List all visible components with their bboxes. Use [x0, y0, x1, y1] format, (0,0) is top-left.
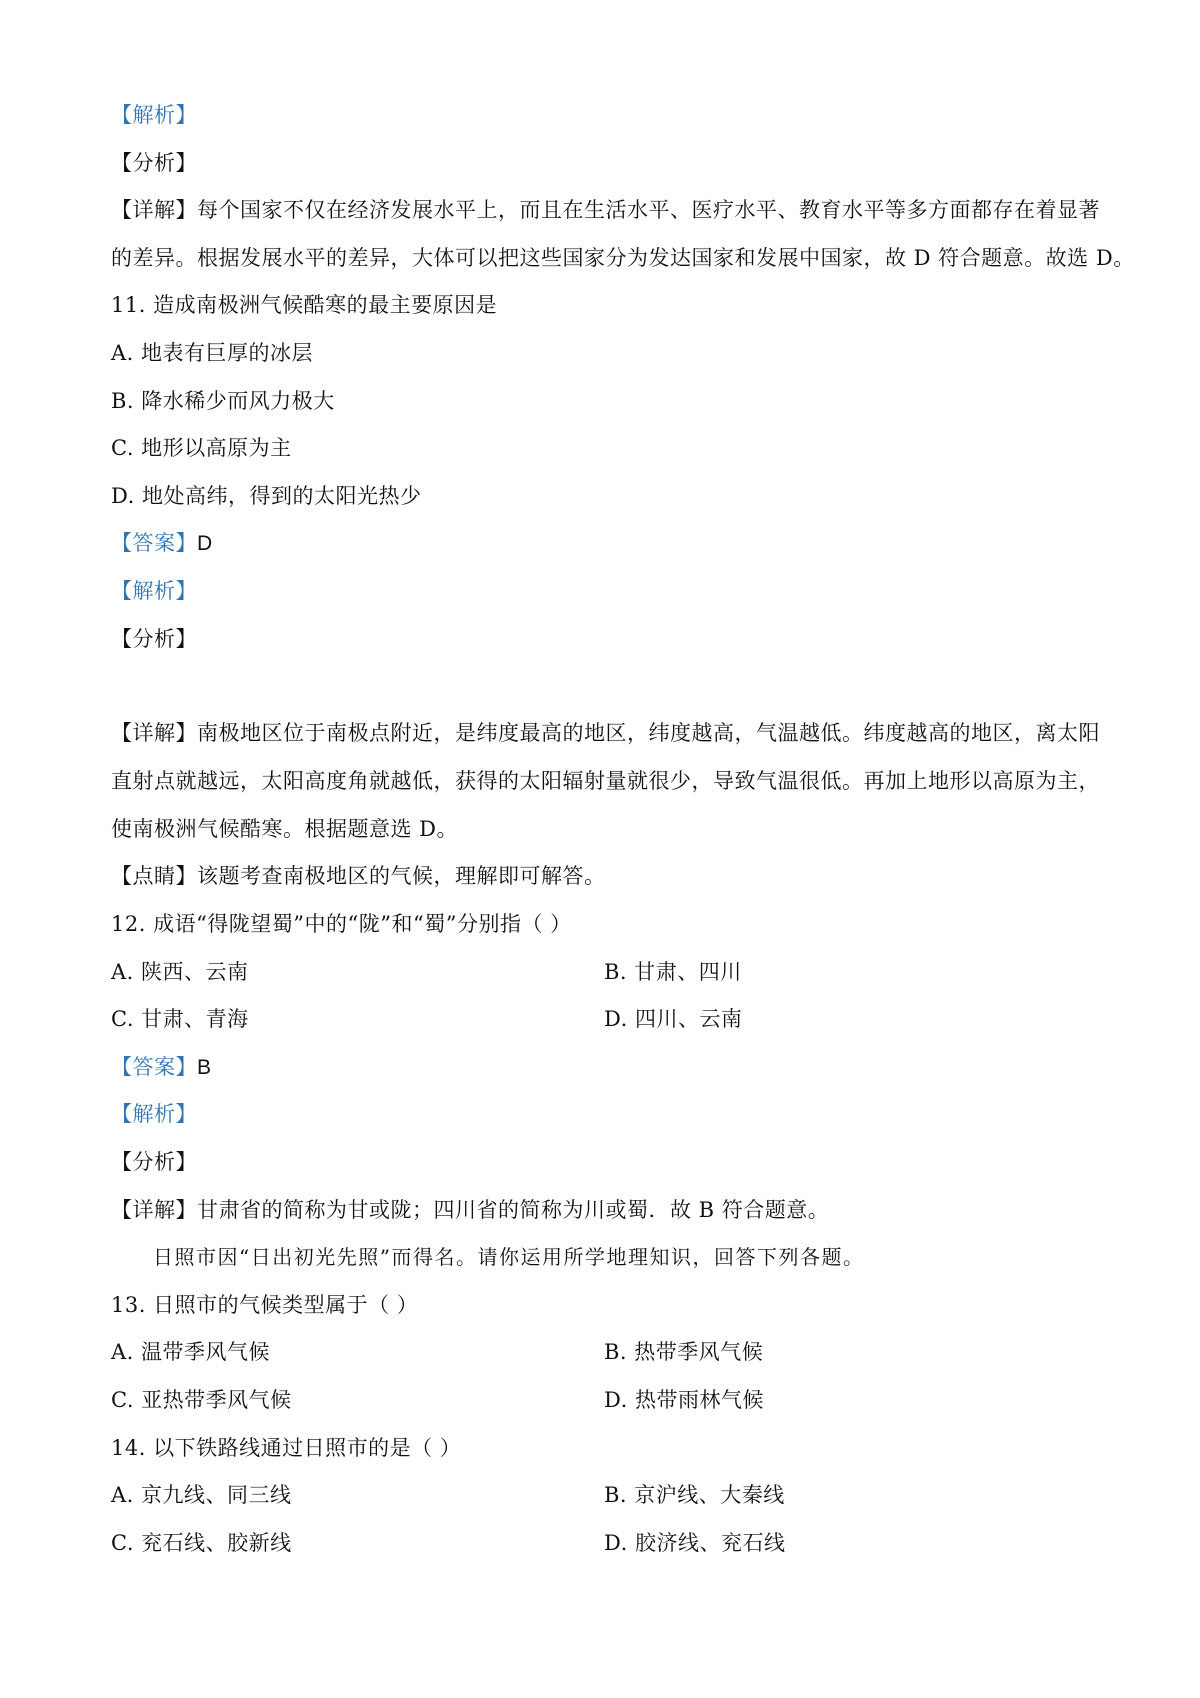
- question-14-option-c: C. 兖石线、胶新线: [111, 1531, 292, 1555]
- breakdown-label: 【分析】: [111, 151, 197, 175]
- question-11-stem: 11. 造成南极洲气候酷寒的最主要原因是: [111, 293, 498, 317]
- analysis-label: 【解析】: [111, 103, 197, 127]
- material-intro: 日照市因“日出初光先照”而得名。请你运用所学地理知识，回答下列各题。: [153, 1245, 865, 1269]
- question-14-option-a: A. 京九线、同三线: [111, 1483, 292, 1507]
- explanation-text: 南极地区位于南极点附近，是纬度最高的地区，纬度越高，气温越低。纬度越高的地区，离太阳: [197, 721, 1100, 745]
- question-11-option-d: D. 地处高纬，得到的太阳光热少: [111, 484, 422, 508]
- question-11-explanation-line-2: 直射点就越远，太阳高度角就越低，获得的太阳辐射量就很少，导致气温很低。再加上地形以高原为主，: [111, 769, 1100, 793]
- question-11-option-b: B. 降水稀少而风力极大: [111, 389, 335, 413]
- explanation-text: 甘肃省的简称为甘或陇；四川省的简称为川或蜀．故 B 符合题意。: [197, 1198, 830, 1222]
- tip-label: 【点睛】: [111, 864, 197, 888]
- question-12-explanation: [111, 1196, 1101, 1224]
- question-12-option-c: C. 甘肃、青海: [111, 1007, 249, 1031]
- question-12-answer: [111, 1053, 1101, 1082]
- explanation-text: 每个国家不仅在经济发展水平上，而且在生活水平、医疗水平、教育水平等多方面都存在着显著: [197, 198, 1100, 222]
- question-14-option-d: D. 胶济线、兖石线: [604, 1531, 786, 1555]
- question-13-option-a: A. 温带季风气候: [111, 1340, 271, 1364]
- question-11-breakdown-label: 【分析】: [111, 627, 197, 651]
- explanation-label: 【详解】: [111, 1198, 197, 1222]
- answer-value: D: [197, 532, 213, 555]
- question-12-breakdown-label: 【分析】: [111, 1150, 197, 1174]
- question-11-option-a: A. 地表有巨厚的冰层: [111, 341, 314, 365]
- question-13-option-d: D. 热带雨林气候: [604, 1388, 764, 1412]
- question-11-explanation-line-1: [111, 719, 1101, 747]
- explanation-label: 【详解】: [111, 198, 197, 222]
- question-11-explanation-line-3: 使南极洲气候酷寒。根据题意选 D。: [111, 817, 459, 841]
- question-12-option-b: B. 甘肃、四川: [604, 960, 742, 984]
- question-13-option-c: C. 亚热带季风气候: [111, 1388, 292, 1412]
- question-14-option-b: B. 京沪线、大秦线: [604, 1483, 785, 1507]
- question-12-stem: 12. 成语“得陇望蜀”中的“陇”和“蜀”分别指（ ）: [111, 912, 572, 936]
- question-12-option-a: A. 陕西、云南: [111, 960, 249, 984]
- question-12-option-d: D. 四川、云南: [604, 1007, 743, 1031]
- answer-label: 【答案】: [111, 1055, 197, 1079]
- explanation-line-2: 的差异。根据发展水平的差异，大体可以把这些国家分为发达国家和发展中国家，故 D 符合题意。故选 D。: [111, 246, 1135, 270]
- question-11-answer: [111, 529, 1101, 558]
- explanation-line-1: [111, 196, 1101, 224]
- question-13-option-b: B. 热带季风气候: [604, 1340, 764, 1364]
- explanation-label: 【详解】: [111, 721, 197, 745]
- question-11-tip: [111, 862, 1101, 890]
- answer-label: 【答案】: [111, 531, 197, 555]
- question-12-analysis-label: 【解析】: [111, 1102, 197, 1126]
- question-14-stem: 14. 以下铁路线通过日照市的是（ ）: [111, 1436, 462, 1460]
- question-11-option-c: C. 地形以高原为主: [111, 436, 292, 460]
- answer-value: B: [197, 1056, 212, 1079]
- question-11-analysis-label: 【解析】: [111, 579, 197, 603]
- question-13-stem: 13. 日照市的气候类型属于（ ）: [111, 1293, 419, 1317]
- tip-text: 该题考查南极地区的气候，理解即可解答。: [197, 864, 606, 888]
